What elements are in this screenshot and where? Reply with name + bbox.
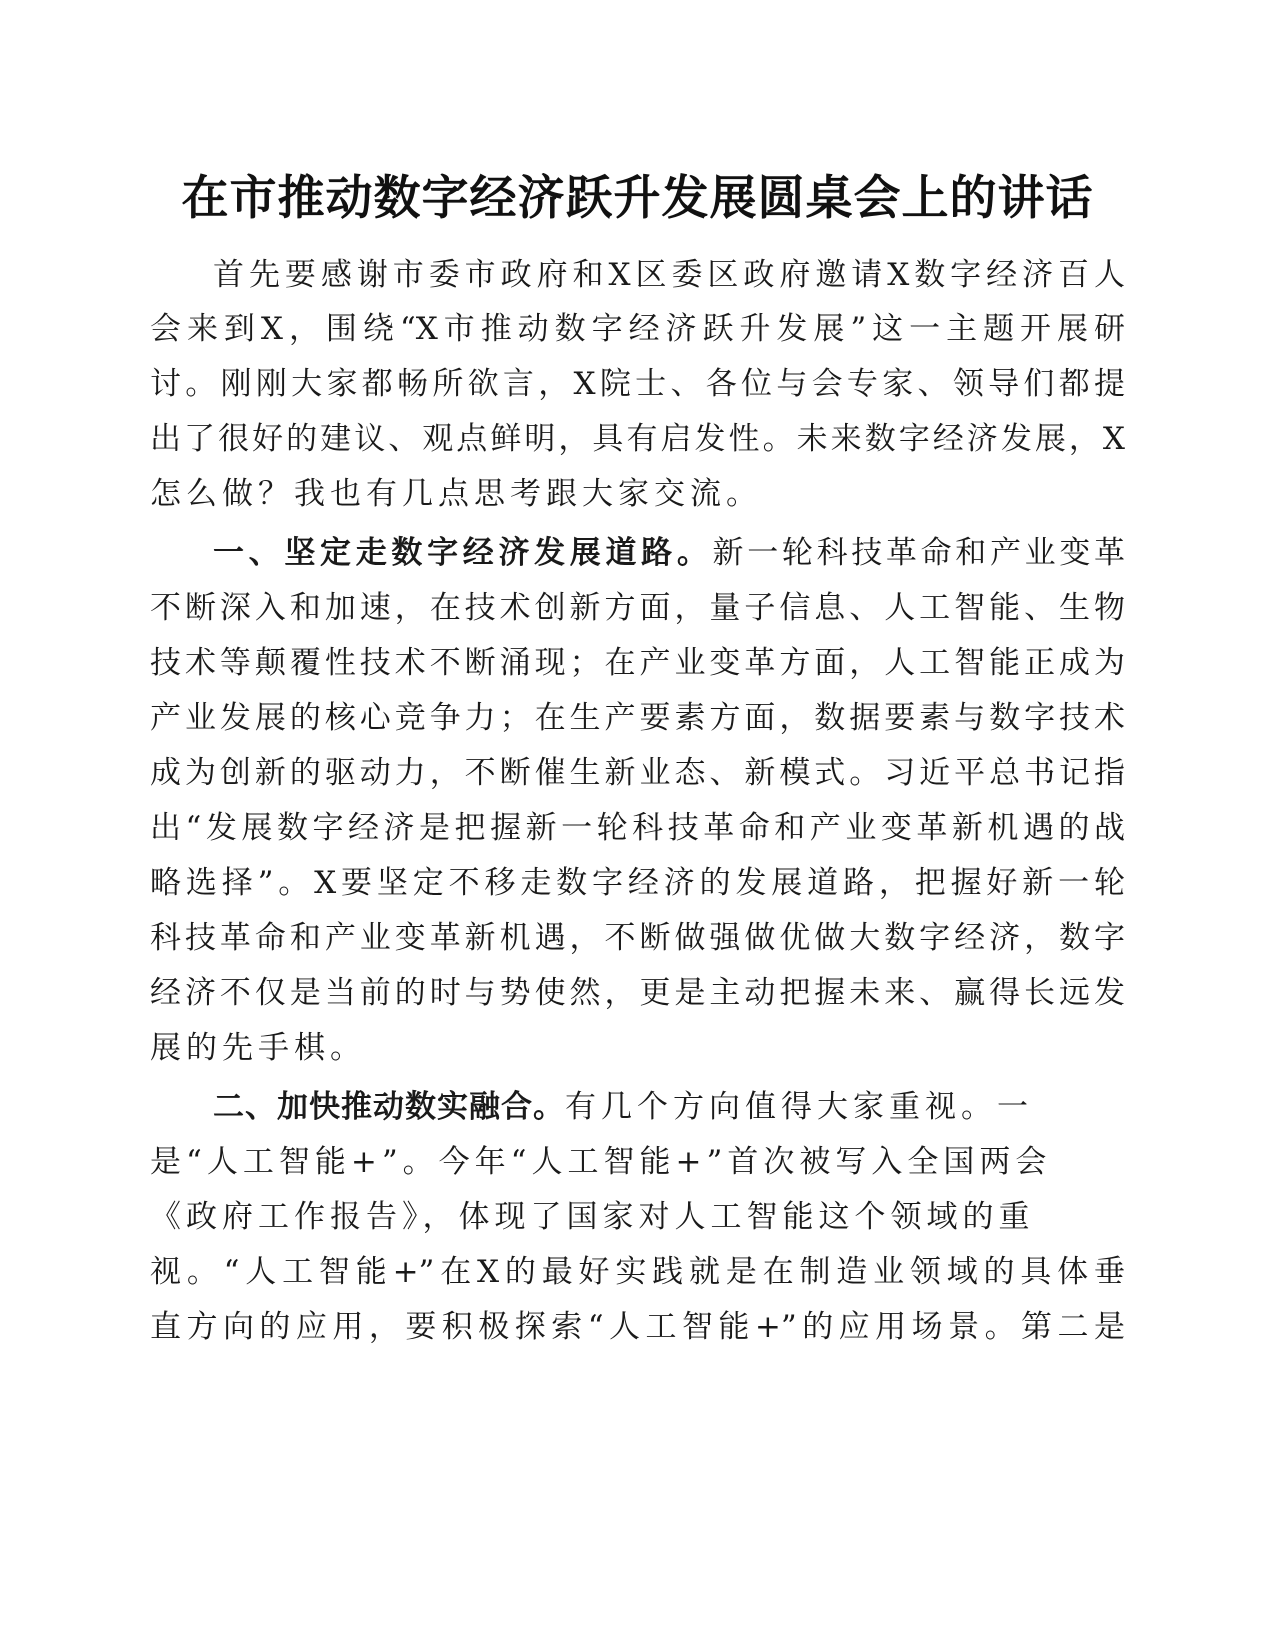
section-2-heading: 二、加快推动数实融合。	[213, 1089, 565, 1125]
section-1-line: 科技革命和产业变革新机遇，不断做强做优做大数字经济，数字	[150, 920, 1125, 956]
section-1-line: 技术等颠覆性技术不断涌现；在产业变革方面，人工智能正成为	[150, 645, 1125, 681]
paragraph-1-line: 会来到X，围绕“X市推动数字经济跃升发展”这一主题开展研	[150, 311, 1125, 347]
section-2-first-line	[213, 1082, 1125, 1132]
section-1-first-line-text: 新一轮科技革命和产业变革	[712, 535, 1126, 571]
section-1-line: 出“发展数字经济是把握新一轮科技革命和产业变革新机遇的战	[150, 810, 1125, 846]
paragraph-1-line: 怎么做？我也有几点思考跟大家交流。	[150, 476, 762, 512]
section-1-line: 成为创新的驱动力，不断催生新业态、新模式。习近平总书记指	[150, 755, 1125, 791]
section-2-line: 直方向的应用，要积极探索“人工智能+”的应用场景。第二是	[150, 1309, 1125, 1345]
section-1-line: 产业发展的核心竞争力；在生产要素方面，数据要素与数字技术	[150, 700, 1125, 736]
section-1-line: 经济不仅是当前的时与势使然，更是主动把握未来、赢得长远发	[150, 975, 1125, 1011]
section-2-line: 《政府工作报告》，体现了国家对人工智能这个领域的重	[150, 1199, 1035, 1235]
section-1-line: 展的先手棋。	[150, 1030, 366, 1066]
section-2-line: 视。“人工智能+”在X的最好实践就是在制造业领域的具体垂	[150, 1254, 1125, 1290]
paragraph-1-line: 讨。刚刚大家都畅所欲言，X院士、各位与会专家、领导们都提	[150, 366, 1125, 402]
paragraph-1-line: 出了很好的建议、观点鲜明，具有启发性。未来数字经济发展，X	[150, 421, 1125, 457]
document-title: 在市推动数字经济跃升发展圆桌会上的讲话	[181, 171, 1094, 226]
section-2-line: 是“人工智能+”。今年“人工智能+”首次被写入全国两会	[150, 1144, 1052, 1180]
section-1-heading: 一、坚定走数字经济发展道路。	[213, 535, 713, 571]
section-2-first-line-text: 有几个方向值得大家重视。一	[565, 1089, 1033, 1125]
section-1-line: 不断深入和加速，在技术创新方面，量子信息、人工智能、生物	[150, 590, 1125, 626]
section-1-first-line	[213, 528, 1125, 578]
paragraph-1-line: 首先要感谢市委市政府和X区委区政府邀请X数字经济百人	[213, 257, 1125, 293]
section-1-line: 略选择”。X要坚定不移走数字经济的发展道路，把握好新一轮	[150, 865, 1125, 901]
